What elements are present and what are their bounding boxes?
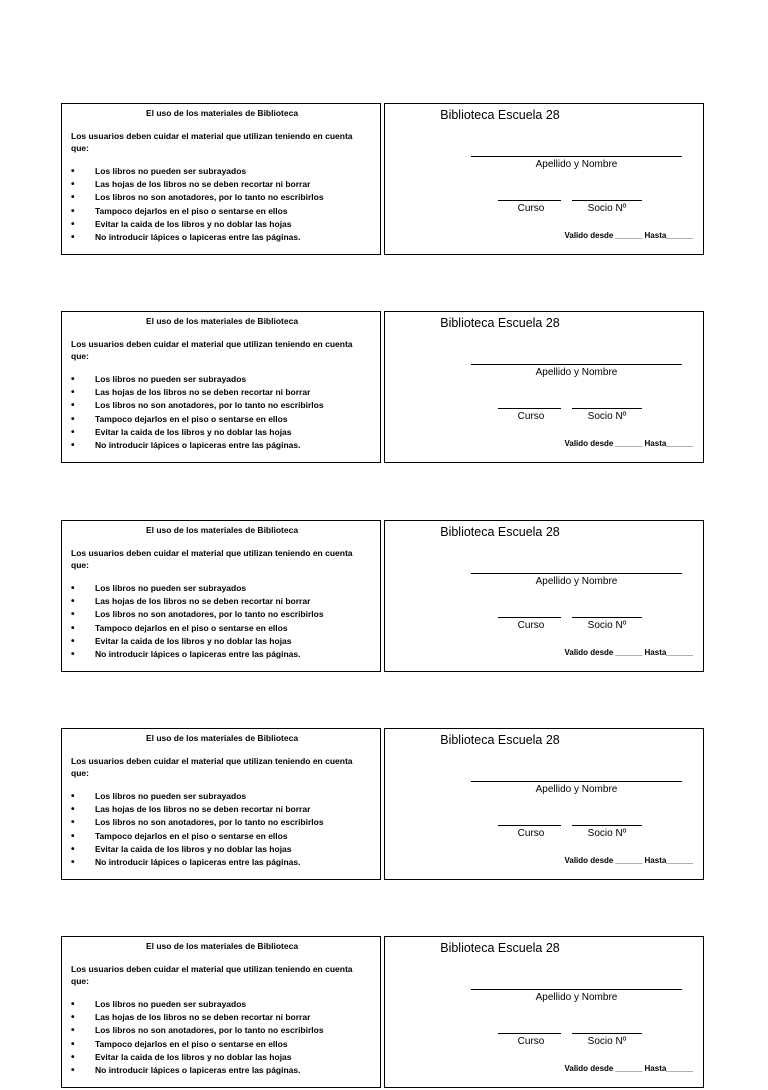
- rules-panel: [61, 103, 381, 255]
- course-label: Curso: [517, 620, 545, 631]
- member-panel: [384, 728, 704, 880]
- rule-text: Las hojas de los libros no se deben recortar ni borrar: [95, 804, 311, 815]
- bullet-icon: •: [71, 413, 75, 425]
- library-title: Biblioteca Escuela 28: [440, 941, 560, 955]
- rule-item: [71, 830, 324, 843]
- rule-text: Las hojas de los libros no se deben recortar ni borrar: [95, 179, 311, 190]
- rule-item: [71, 998, 324, 1011]
- rules-title: El uso de los materiales de Biblioteca: [145, 108, 299, 118]
- member-panel: [384, 311, 704, 463]
- rules-title: El uso de los materiales de Biblioteca: [145, 525, 299, 535]
- bullet-icon: •: [71, 804, 75, 816]
- member-panel: [384, 936, 704, 1088]
- library-title: Biblioteca Escuela 28: [440, 316, 560, 330]
- bullet-icon: •: [71, 218, 75, 230]
- rule-item: [71, 191, 324, 204]
- name-blank-line: [471, 989, 682, 990]
- rule-text: Las hojas de los libros no se deben recortar ni borrar: [95, 1012, 311, 1023]
- rule-text: Tampoco dejarlos en el piso o sentarse en ellos: [95, 622, 288, 633]
- library-card: [61, 103, 704, 257]
- rules-title: El uso de los materiales de Biblioteca: [145, 941, 299, 951]
- rule-item: [71, 622, 324, 635]
- rule-item: [71, 816, 324, 829]
- course-blank-line: [498, 617, 561, 618]
- rules-list: [71, 998, 324, 1077]
- rule-item: [71, 1011, 324, 1024]
- rules-intro: Los usuarios deben cuidar el material que utilizan teniendo en cuenta que:: [71, 131, 353, 153]
- rule-text: Evitar la caida de los libros y no doblar las hojas: [95, 1051, 292, 1062]
- rule-text: Los libros no pueden ser subrayados: [95, 583, 247, 593]
- rule-text: No introducir lápices o lapiceras entre las páginas.: [95, 1065, 301, 1076]
- bullet-icon: •: [71, 1038, 75, 1050]
- rule-item: [71, 1064, 324, 1077]
- rule-text: Las hojas de los libros no se deben recortar ni borrar: [95, 596, 311, 607]
- rules-intro: Los usuarios deben cuidar el material que utilizan teniendo en cuenta que:: [71, 756, 353, 778]
- rule-text: Los libros no pueden ser subrayados: [95, 166, 247, 176]
- name-blank-line: [471, 781, 682, 782]
- rule-text: Los libros no son anotadores, por lo tanto no escribirlos: [95, 1025, 324, 1036]
- rule-text: Evitar la caida de los libros y no doblar las hojas: [95, 843, 292, 854]
- rule-text: No introducir lápices o lapiceras entre las páginas.: [95, 649, 301, 660]
- library-title: Biblioteca Escuela 28: [440, 733, 560, 747]
- bullet-icon: •: [71, 426, 75, 438]
- rule-text: Los libros no pueden ser subrayados: [95, 791, 247, 801]
- library-card: [61, 311, 704, 465]
- library-title: Biblioteca Escuela 28: [440, 525, 560, 539]
- member-label: Socio Nº: [587, 203, 627, 214]
- rule-item: [71, 373, 324, 386]
- rule-item: [71, 439, 324, 452]
- rule-text: Tampoco dejarlos en el piso o sentarse en ellos: [95, 1038, 288, 1049]
- rules-panel: [61, 728, 381, 880]
- name-label: Apellido y Nombre: [535, 159, 618, 170]
- rules-panel: [61, 936, 381, 1088]
- bullet-icon: •: [71, 857, 75, 869]
- rule-item: [71, 1038, 324, 1051]
- course-label: Curso: [517, 203, 545, 214]
- rule-text: Evitar la caida de los libros y no doblar las hojas: [95, 426, 292, 437]
- bullet-icon: •: [71, 192, 75, 204]
- validity-text: Valido desde ______ Hasta______: [564, 439, 693, 448]
- rule-item: [71, 595, 324, 608]
- rule-item: [71, 218, 324, 231]
- library-card: [61, 520, 704, 674]
- rule-item: [71, 790, 324, 803]
- course-blank-line: [498, 408, 561, 409]
- rule-item: [71, 178, 324, 191]
- member-blank-line: [572, 825, 642, 826]
- rule-item: [71, 856, 324, 869]
- member-blank-line: [572, 617, 642, 618]
- member-panel: [384, 520, 704, 672]
- bullet-icon: •: [71, 205, 75, 217]
- rule-text: Evitar la caida de los libros y no doblar las hojas: [95, 218, 292, 229]
- library-title: Biblioteca Escuela 28: [440, 108, 560, 122]
- course-blank-line: [498, 1033, 561, 1034]
- rule-item: [71, 648, 324, 661]
- rule-item: [71, 803, 324, 816]
- rule-text: No introducir lápices o lapiceras entre las páginas.: [95, 232, 301, 243]
- bullet-icon: •: [71, 622, 75, 634]
- rule-item: [71, 1024, 324, 1037]
- rules-list: [71, 373, 324, 452]
- bullet-icon: •: [71, 179, 75, 191]
- rule-text: Tampoco dejarlos en el piso o sentarse en ellos: [95, 830, 288, 841]
- rule-item: [71, 843, 324, 856]
- name-label: Apellido y Nombre: [535, 992, 618, 1003]
- rules-intro: Los usuarios deben cuidar el material que utilizan teniendo en cuenta que:: [71, 548, 353, 570]
- rule-text: Tampoco dejarlos en el piso o sentarse en ellos: [95, 205, 288, 216]
- rules-list: [71, 582, 324, 661]
- library-card: [61, 728, 704, 882]
- member-label: Socio Nº: [587, 828, 627, 839]
- bullet-icon: •: [71, 232, 75, 244]
- bullet-icon: •: [71, 999, 75, 1010]
- rule-item: [71, 165, 324, 178]
- bullet-icon: •: [71, 843, 75, 855]
- rule-text: Tampoco dejarlos en el piso o sentarse en ellos: [95, 413, 288, 424]
- name-blank-line: [471, 573, 682, 574]
- member-label: Socio Nº: [587, 411, 627, 422]
- name-label: Apellido y Nombre: [535, 367, 618, 378]
- course-label: Curso: [517, 1036, 545, 1047]
- bullet-icon: •: [71, 1051, 75, 1063]
- member-blank-line: [572, 408, 642, 409]
- rule-item: [71, 426, 324, 439]
- course-blank-line: [498, 200, 561, 201]
- library-card: [61, 936, 704, 1090]
- validity-text: Valido desde ______ Hasta______: [564, 1064, 693, 1073]
- course-label: Curso: [517, 828, 545, 839]
- bullet-icon: •: [71, 830, 75, 842]
- bullet-icon: •: [71, 609, 75, 621]
- rule-text: Los libros no son anotadores, por lo tanto no escribirlos: [95, 817, 324, 828]
- rule-text: Los libros no pueden ser subrayados: [95, 999, 247, 1009]
- rule-text: Los libros no son anotadores, por lo tanto no escribirlos: [95, 192, 324, 203]
- bullet-icon: •: [71, 1065, 75, 1077]
- rules-title: El uso de los materiales de Biblioteca: [145, 733, 299, 743]
- member-label: Socio Nº: [587, 620, 627, 631]
- rule-item: [71, 205, 324, 218]
- rules-list: [71, 790, 324, 869]
- rule-text: Evitar la caida de los libros y no doblar las hojas: [95, 635, 292, 646]
- rule-item: [71, 413, 324, 426]
- member-panel: [384, 103, 704, 255]
- rules-title: El uso de los materiales de Biblioteca: [145, 316, 299, 326]
- validity-text: Valido desde ______ Hasta______: [564, 231, 693, 240]
- name-label: Apellido y Nombre: [535, 784, 618, 795]
- name-blank-line: [471, 364, 682, 365]
- name-label: Apellido y Nombre: [535, 576, 618, 587]
- validity-text: Valido desde ______ Hasta______: [564, 856, 693, 865]
- member-blank-line: [572, 200, 642, 201]
- bullet-icon: •: [71, 817, 75, 829]
- rules-panel: [61, 520, 381, 672]
- rule-text: Los libros no son anotadores, por lo tanto no escribirlos: [95, 609, 324, 620]
- course-label: Curso: [517, 411, 545, 422]
- course-blank-line: [498, 825, 561, 826]
- rules-list: [71, 165, 324, 244]
- bullet-icon: •: [71, 635, 75, 647]
- rules-intro: Los usuarios deben cuidar el material que utilizan teniendo en cuenta que:: [71, 964, 353, 986]
- rule-text: Los libros no pueden ser subrayados: [95, 374, 247, 384]
- rule-item: [71, 399, 324, 412]
- bullet-icon: •: [71, 1025, 75, 1037]
- rule-text: No introducir lápices o lapiceras entre las páginas.: [95, 440, 301, 451]
- member-label: Socio Nº: [587, 1036, 627, 1047]
- bullet-icon: •: [71, 387, 75, 399]
- rule-item: [71, 608, 324, 621]
- rule-text: Las hojas de los libros no se deben recortar ni borrar: [95, 387, 311, 398]
- rules-panel: [61, 311, 381, 463]
- rule-text: Los libros no son anotadores, por lo tanto no escribirlos: [95, 400, 324, 411]
- bullet-icon: •: [71, 1012, 75, 1024]
- bullet-icon: •: [71, 583, 75, 594]
- bullet-icon: •: [71, 596, 75, 608]
- rules-intro: Los usuarios deben cuidar el material que utilizan teniendo en cuenta que:: [71, 339, 353, 361]
- bullet-icon: •: [71, 374, 75, 385]
- bullet-icon: •: [71, 400, 75, 412]
- rule-text: No introducir lápices o lapiceras entre las páginas.: [95, 857, 301, 868]
- rule-item: [71, 635, 324, 648]
- validity-text: Valido desde ______ Hasta______: [564, 648, 693, 657]
- bullet-icon: •: [71, 649, 75, 661]
- rule-item: [71, 231, 324, 244]
- rule-item: [71, 386, 324, 399]
- name-blank-line: [471, 156, 682, 157]
- rule-item: [71, 1051, 324, 1064]
- member-blank-line: [572, 1033, 642, 1034]
- bullet-icon: •: [71, 440, 75, 452]
- rule-item: [71, 582, 324, 595]
- bullet-icon: •: [71, 166, 75, 177]
- bullet-icon: •: [71, 791, 75, 802]
